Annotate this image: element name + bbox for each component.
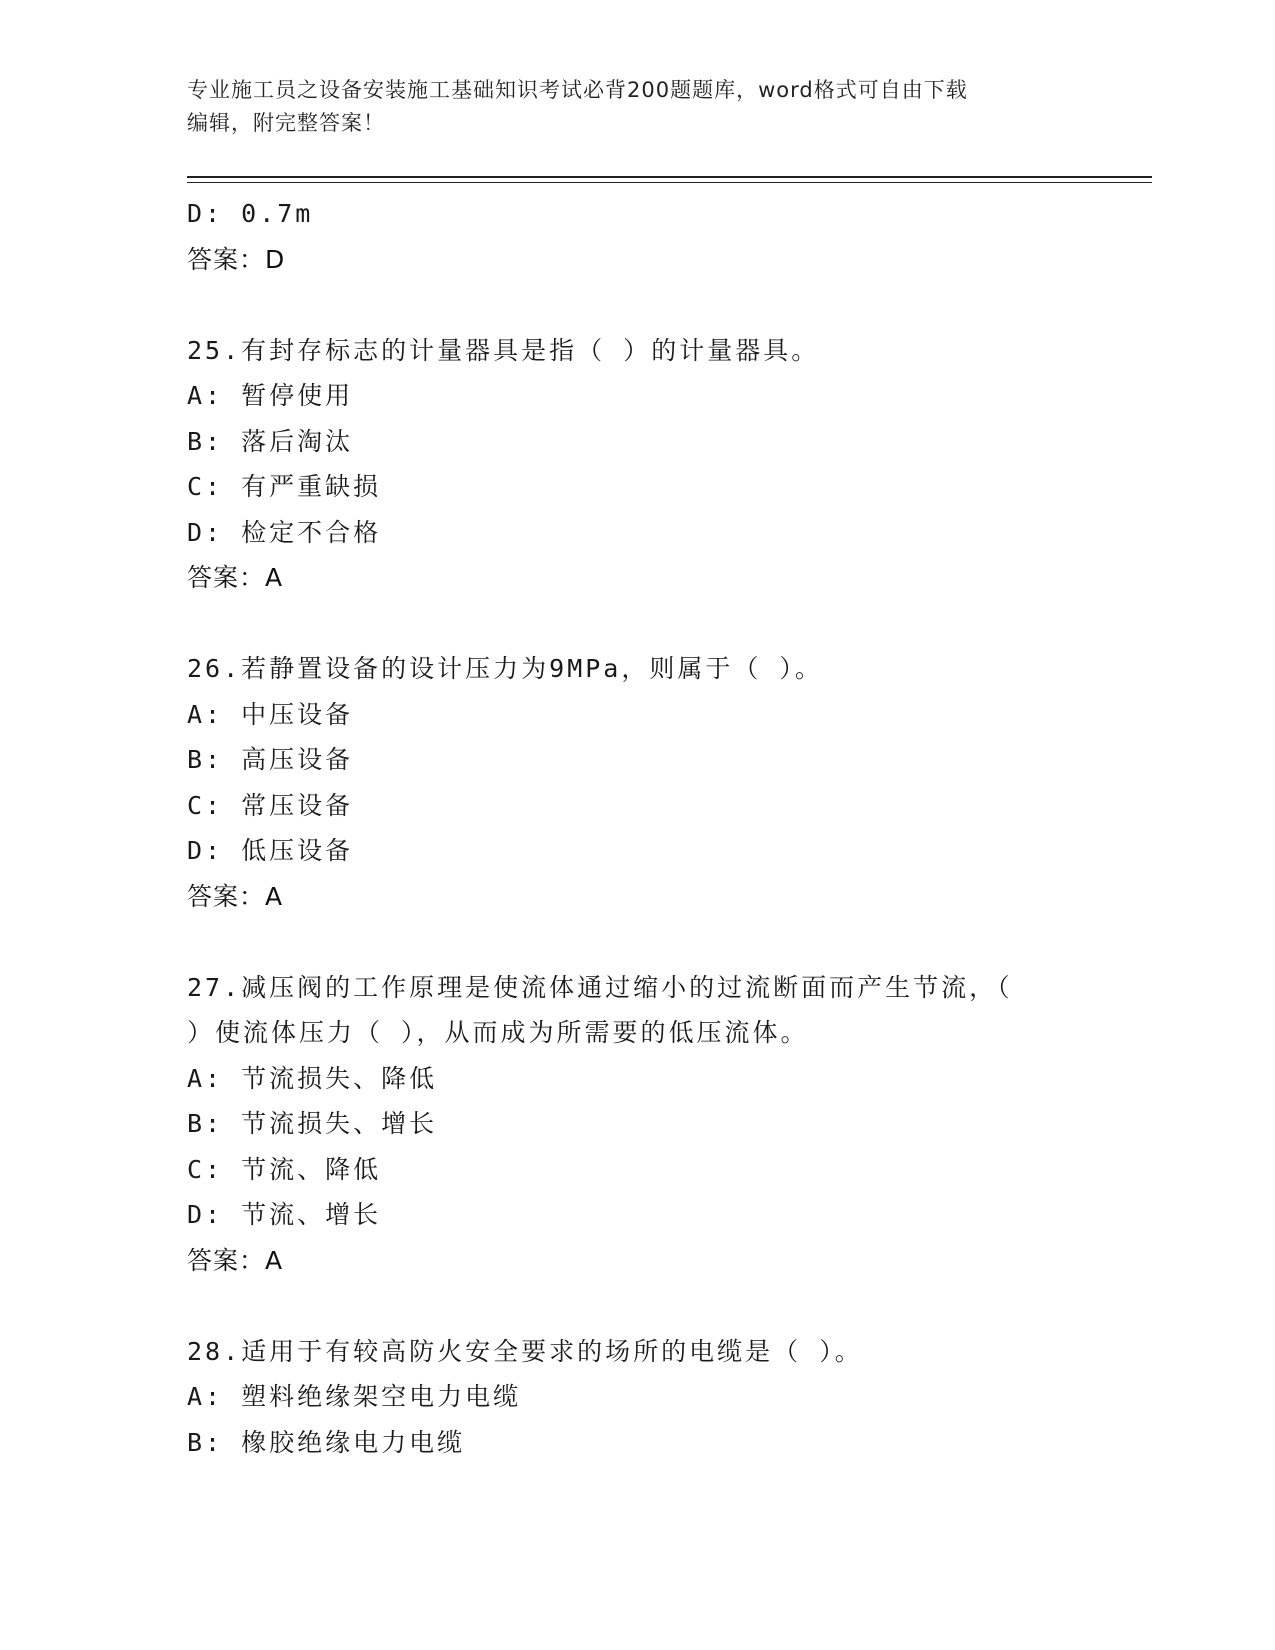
- option-a: A: 节流损失、降低: [187, 1063, 438, 1093]
- question-stem-line2: ）使流体压力（ ），从而成为所需要的低压流体。: [187, 1018, 809, 1047]
- question-26: [187, 646, 1087, 919]
- option-c: C: 有严重缺损: [187, 472, 382, 501]
- option-b: B: 节流损失、增长: [187, 1109, 438, 1138]
- question-stem-line1: 27.减压阀的工作原理是使流体通过缩小的过流断面而产生节流，（: [187, 972, 1013, 1002]
- question-stem: 26.若静置设备的设计压力为9MPa，则属于（ ）。: [187, 654, 823, 683]
- option-b: B: 落后淘汰: [187, 426, 354, 456]
- question-27: [187, 965, 1087, 1284]
- question-stem: 25.有封存标志的计量器具是指（ ）的计量器具。: [187, 335, 820, 365]
- answer: 答案：A: [187, 563, 284, 592]
- spacer: [187, 601, 1087, 647]
- option-a: A: 暂停使用: [187, 381, 354, 410]
- header-divider-thick: [187, 176, 1152, 178]
- question-28: [187, 1329, 1087, 1466]
- question-stem: 28.适用于有较高防火安全要求的场所的电缆是（ ）。: [187, 1336, 863, 1366]
- option-a: A: 塑料绝缘架空电力电缆: [187, 1382, 522, 1411]
- spacer: [187, 1283, 1087, 1329]
- option-a: A: 中压设备: [187, 699, 354, 729]
- question-list: [187, 191, 1087, 1465]
- prev-option-d: D: 0.7m: [187, 199, 314, 228]
- option-d: D: 低压设备: [187, 836, 354, 865]
- option-c: C: 常压设备: [187, 790, 354, 820]
- page-header: [187, 74, 1087, 140]
- spacer: [187, 919, 1087, 965]
- header-divider-thin: [187, 182, 1152, 183]
- question-25: [187, 328, 1087, 601]
- option-d: D: 节流、增长: [187, 1200, 382, 1229]
- spacer: [187, 282, 1087, 328]
- option-b: B: 高压设备: [187, 745, 354, 774]
- header-title-line1: 专业施工员之设备安装施工基础知识考试必背200题题库，word格式可自由下载: [187, 78, 968, 102]
- option-d: D: 检定不合格: [187, 517, 382, 547]
- answer: 答案：A: [187, 881, 284, 911]
- header-title-line2: 编辑，附完整答案！: [187, 111, 385, 135]
- option-b: B: 橡胶绝缘电力电缆: [187, 1427, 466, 1457]
- prev-answer: 答案：D: [187, 244, 286, 274]
- answer: 答案：A: [187, 1245, 284, 1275]
- option-c: C: 节流、降低: [187, 1154, 382, 1184]
